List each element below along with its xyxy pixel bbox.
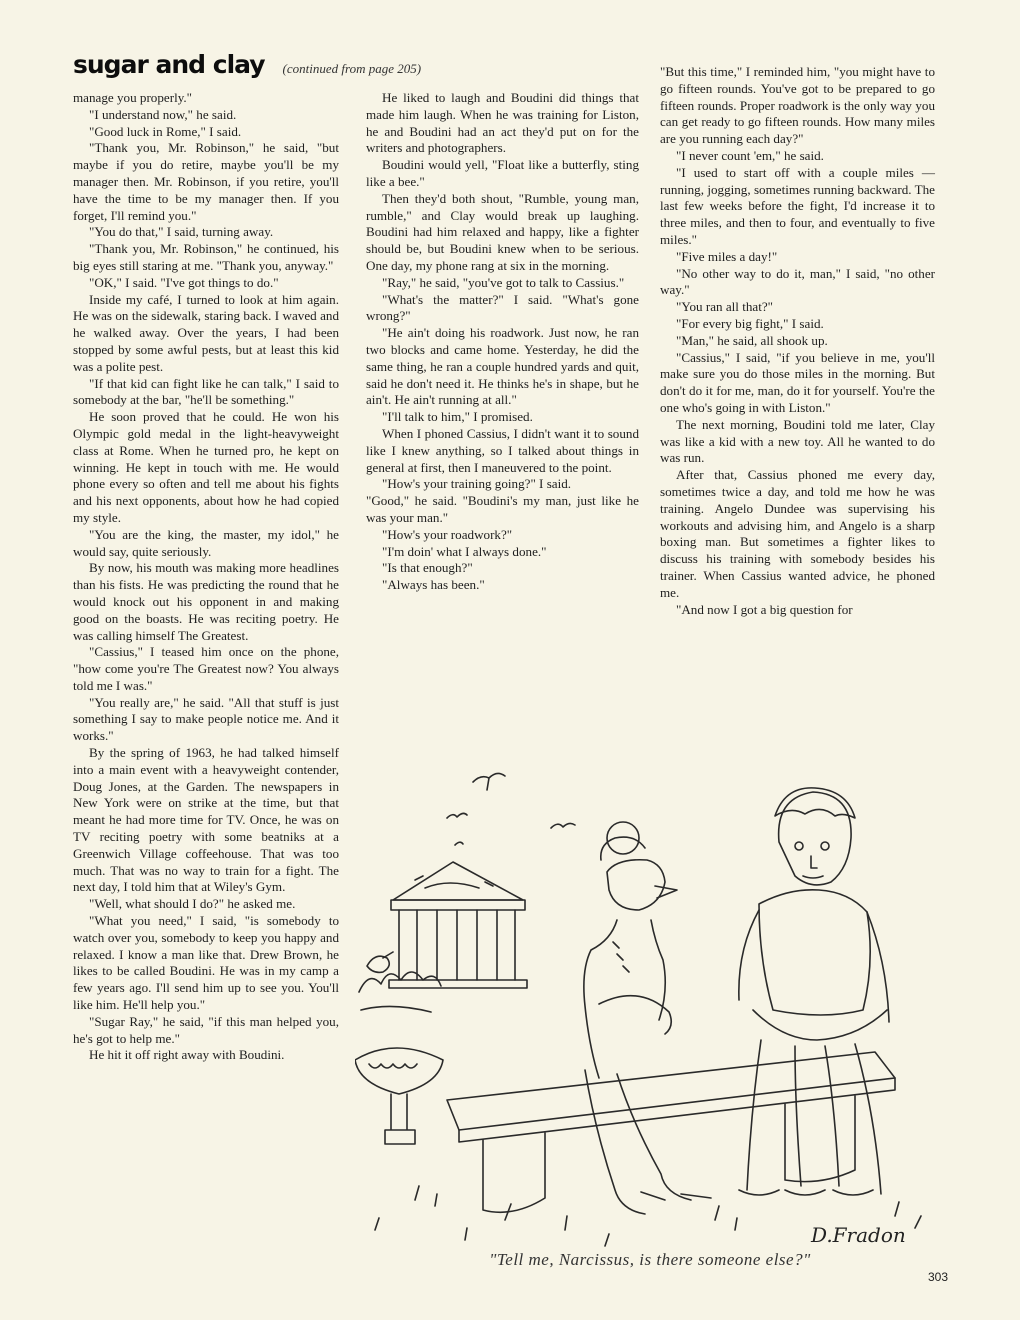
paragraph: By the spring of 1963, he had talked himself into a main event with a heavyweight contender, Doug Jones, at the Garden. The newspapers in New York were on strike at the time, but that meant he had more time for TV. Once, he was on TV reciting poetry with some beatniks at a Greenwich Village coffeehouse. That was too much. That was no way to train for a fight. The next day, I told him that at Wiley's Gym. (73, 745, 339, 895)
paragraph: He soon proved that he could. He won his Olympic gold medal in the light-heavyweight class at Rome. When he turned pro, he kept on winning. He kept in touch with me. He would phone every so often and tell me about his fights and his next opponents, about how he had copied my style. (73, 409, 339, 525)
man-figure (739, 788, 889, 1195)
paragraph: Then they'd both shout, "Rumble, young man, rumble," and Clay would break up laughing. Boudini had him relaxed and happy, like a fighter should be, but Boudini knew when to be serious. One day, my phone rang at six in the morning. (366, 190, 639, 273)
text-column-3 (660, 64, 935, 618)
paragraph: "Sugar Ray," he said, "if this man helped you, he's got to help me." (73, 1013, 339, 1046)
paragraph: "Five miles a day!" (676, 248, 778, 264)
page-number: 303 (928, 1270, 949, 1284)
cartoon-illustration (355, 760, 955, 1260)
paragraph: He hit it off right away with Boudini. (89, 1047, 285, 1063)
continued-note: (continued from page 205) (282, 61, 422, 76)
paragraph: Inside my café, I turned to look at him again. He was on the sidewalk, staring back. I waved and he walked away. Over the years, I had been stopped by some awful pests, but at least this kid was a polite pest. (73, 291, 339, 374)
paragraph: "Cassius," I teased him once on the phone, "how come you're The Greatest now? You always told me I was." (73, 644, 339, 693)
paragraph: He liked to laugh and Boudini did things that made him laugh. When he was training for Liston, he and Boudini had an act they'd put on for the writers and photographers. (366, 90, 639, 156)
paragraph: "How's your training going?" I said. (382, 476, 572, 492)
woman-figure (584, 822, 711, 1214)
paragraph: "Thank you, Mr. Robinson," he said, "but maybe if you do retire, maybe you'll be my manager then. Mr. Robinson, if you retire, you'll have the time to be my manager then. If you forget, I'll remind you." (73, 140, 339, 223)
paragraph: "Cassius," I said, "if you believe in me, you'll make sure you do those miles in the morning. But don't do it for me, man, do it for yourself. You're the one who's going in with Liston." (660, 349, 935, 415)
paragraph: "I never count 'em," he said. (676, 147, 824, 163)
shrub (359, 972, 441, 1012)
urn-drawing (355, 1048, 443, 1144)
paragraph: "I'll talk to him," I promised. (382, 409, 533, 425)
bird-1 (473, 773, 505, 790)
paragraph: "You ran all that?" (676, 299, 774, 315)
artist-signature: D.Fradon (811, 1223, 906, 1247)
paragraph: "If that kid can fight like he can talk," I said to somebody at the bar, "he'll be something." (73, 375, 339, 408)
text-column-1 (73, 90, 339, 1064)
paragraph: After that, Cassius phoned me every day, sometimes twice a day, and told me how he was training. Angelo Dundee was supervising his workouts and advising him, and Angelo is a sharp boxing man. But sometimes a fighter likes to discuss his training with somebody besides his trainer. When Cassius wanted advice, he phoned me. (660, 467, 935, 600)
paragraph: "You are the king, the master, my idol," he would say, quite seriously. (73, 526, 339, 559)
paragraph: "Well, what should I do?" he asked me. (89, 896, 296, 912)
paragraph: "And now I got a big question for (676, 601, 853, 617)
paragraph: "No other way to do it, man," I said, "no other way." (660, 265, 935, 298)
paragraph: "He ain't doing his roadwork. Just now, he ran two blocks and came home. Yesterday, he did the same thing, he ran a couple hundred yards and quit, said he don't need it. He thinks he's in shape, but he ain't. He ain't running at all." (366, 325, 639, 408)
paragraph: "Man," he said, all shook up. (676, 332, 828, 348)
paragraph: "I'm doin' what I always done." (382, 543, 547, 559)
paragraph: "Always has been." (382, 577, 485, 593)
paragraph: "I understand now," he said. (89, 106, 237, 122)
dove (367, 952, 393, 972)
paragraph: "Good," he said. "Boudini's my man, just like he was your man." (366, 493, 639, 525)
paragraph: "What's the matter?" I said. "What's gone wrong?" (366, 291, 639, 324)
paragraph: The next morning, Boudini told me later, Clay was like a kid with a new toy. All he wanted to do was run. (660, 416, 935, 466)
paragraph: "I used to start off with a couple miles —running, jogging, sometimes running backward. The last few weeks before the fight, I'd increase it to three miles, and then to four, and eventually to five miles." (660, 164, 935, 247)
paragraph: "How's your roadwork?" (382, 526, 513, 542)
paragraph: Boudini would yell, "Float like a butterfly, sting like a bee." (366, 157, 639, 189)
section-logo: sugar and clay (73, 50, 265, 79)
paragraph: When I phoned Cassius, I didn't want it to sound like I knew anything, so I talked about things in general at first, then I maneuvered to the point. (366, 425, 639, 475)
paragraph: "Is that enough?" (382, 560, 473, 576)
bird-4 (455, 842, 463, 845)
temple-drawing (389, 862, 527, 988)
paragraph: "OK," I said. "I've got things to do." (89, 274, 279, 290)
cartoon-caption: "Tell me, Narcissus, is there someone else?" (489, 1250, 811, 1269)
paragraph: "But this time," I reminded him, "you might have to go fifteen rounds. You've got to be prepared to go fifteen rounds. Proper roadwork is the only way you can get ready to go fifteen rounds. How many miles are you running each day?" (660, 64, 935, 147)
paragraph: By now, his mouth was making more headlines than his fists. He was predicting the round that he would knock out his opponent in and making good on the boasts. He was reciting poetry. He was calling himself The Greatest. (73, 560, 339, 643)
paragraph: "You really are," he said. "All that stuff is just something I say to make people notice me. And it works." (73, 694, 339, 744)
article-header (73, 50, 633, 84)
paragraph: "Good luck in Rome," I said. (89, 123, 242, 139)
text-column-2 (366, 90, 639, 594)
paragraph: "For every big fight," I said. (676, 315, 824, 331)
paragraph: manage you properly." (73, 90, 193, 105)
bench-drawing (447, 1052, 895, 1212)
paragraph: "Ray," he said, "you've got to talk to Cassius." (382, 274, 625, 290)
bird-2 (447, 813, 467, 818)
paragraph: "Thank you, Mr. Robinson," he continued, his big eyes still staring at me. "Thank you, anyway." (73, 241, 339, 273)
bird-3 (551, 823, 575, 828)
paragraph: "You do that," I said, turning away. (89, 224, 274, 240)
paragraph: "What you need," I said, "is somebody to watch over you, somebody to keep you happy and relaxed. I know a man like that. Drew Brown, he likes to be called Boudini. He was in my camp a few years ago. I'll send him up to see you. You'll like him. He'll help you." (73, 913, 339, 1013)
